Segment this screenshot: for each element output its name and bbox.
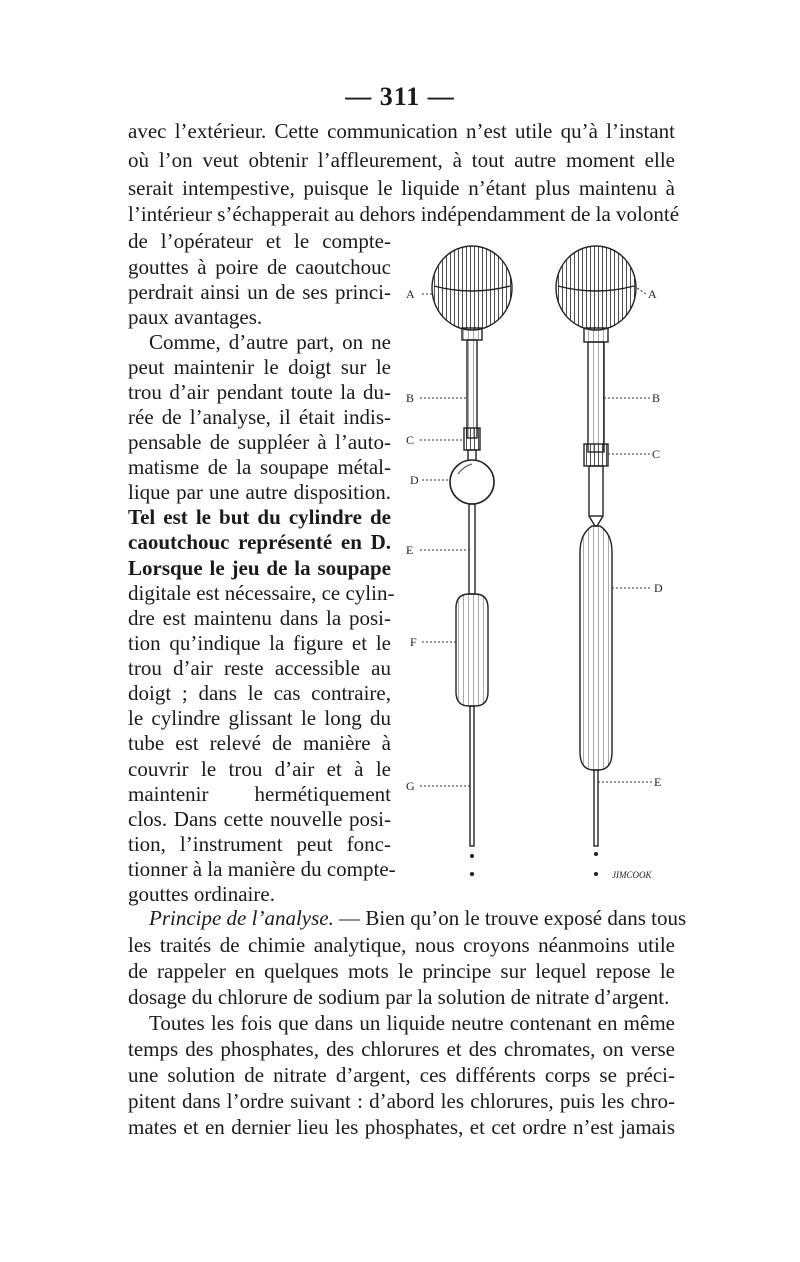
engraver-signature: JIMCOOK [612,870,652,880]
text-line: peut maintenir le doigt sur le [128,355,391,379]
text-line: tion qu’indique la figure et le [128,631,391,655]
text-line: trou d’air pendant toute la du- [128,380,391,404]
text-line: dosage du chlorure de sodium par la solution de nitrate d’argent. [128,985,670,1009]
text-line: une solution de nitrate d’argent, ces différents corps se préci- [128,1063,675,1087]
page-number: — 311 — [345,82,455,111]
text-line: clos. Dans cette nouvelle posi- [128,807,391,831]
text-line: l’intérieur s’échapperait au dehors indépendamment de la volonté [128,202,680,226]
text-line: Tel est le but du cylindre de [128,505,391,529]
text-line: de l’opérateur et le compte- [128,229,391,253]
label-f-left: F [410,635,417,649]
label-b-right: B [652,391,661,405]
section-heading: Principe de l’analyse. [149,906,334,930]
rubber-cylinder-raised [584,444,608,466]
text-line: maintenir hermétiquement [128,782,391,806]
text-line: pensable de suppléer à l’auto- [128,430,391,454]
dropper-figure [398,222,688,898]
label-a-left: A [406,287,415,301]
label-d-right: D [654,581,663,595]
text-line [149,905,687,931]
text-line: le cylindre glissant le long du [128,706,391,730]
text-line: de rappeler en quelques mots le principe sur lequel repose le [128,959,675,983]
left-dropper [432,246,512,846]
label-a-right: A [648,287,657,301]
text-line: Comme, d’autre part, on ne [149,330,391,354]
text-line: gouttes ordinaire. [128,882,275,906]
text-line: tube est relevé de manière à [128,731,391,755]
text-line: digitale est nécessaire, ce cylin- [128,581,395,605]
text-line: où l’on veut obtenir l’affleurement, à tout autre moment elle [128,148,675,172]
text-line: matisme de la soupape métal- [128,455,391,479]
label-g-left: G [406,779,415,793]
right-dropper [556,246,636,846]
label-e-left: E [406,543,414,557]
text-line: trou d’air reste accessible au [128,656,391,680]
reservoir-left [456,594,488,706]
text-line: les traités de chimie analytique, nous croyons néanmoins utile [128,933,675,957]
rubber-cylinder-d [450,460,494,504]
text-line: Lorsque le jeu de la soupape [128,556,391,580]
text-line: pitent dans l’ordre suivant : d’abord les chlorures, puis les chro- [128,1089,675,1113]
text-line: rée de l’analyse, il était indis- [128,405,391,429]
text-line: mates et en dernier lieu les phosphates, et cet ordre n’est jamais [128,1115,675,1139]
text-line: perdrait ainsi un de ses princi- [128,280,391,304]
label-d-left: D [410,473,419,487]
reservoir-right [580,526,612,770]
text-line: paux avantages. [128,305,263,329]
text-line: temps des phosphates, des chlorures et des chromates, on verse [128,1037,675,1061]
text-line: serait intempestive, puisque le liquide n’étant plus maintenu à [128,176,675,200]
text-line: gouttes à poire de caoutchouc [128,255,391,279]
text-line: couvrir le trou d’air et à le [128,757,391,781]
label-e-right: E [654,775,662,789]
label-c-left: C [406,433,415,447]
label-c-right: C [652,447,661,461]
heading-line-rest: — Bien qu’on le trouve exposé dans tous [339,906,687,930]
text-line: lique par une autre disposition. [128,480,391,504]
text-line: doigt ; dans le cas contraire, [128,681,391,705]
label-b-left: B [406,391,415,405]
text-line: dre est maintenu dans la posi- [128,606,391,630]
text-line: tion, l’instrument peut fonc- [128,832,391,856]
text-line: tionner à la manière du compte- [128,857,396,881]
text-line: caoutchouc représenté en D. [128,530,391,554]
text-line: Toutes les fois que dans un liquide neutre contenant en même [149,1011,675,1035]
text-line: avec l’extérieur. Cette communication n’est utile qu’à l’instant [128,119,675,143]
